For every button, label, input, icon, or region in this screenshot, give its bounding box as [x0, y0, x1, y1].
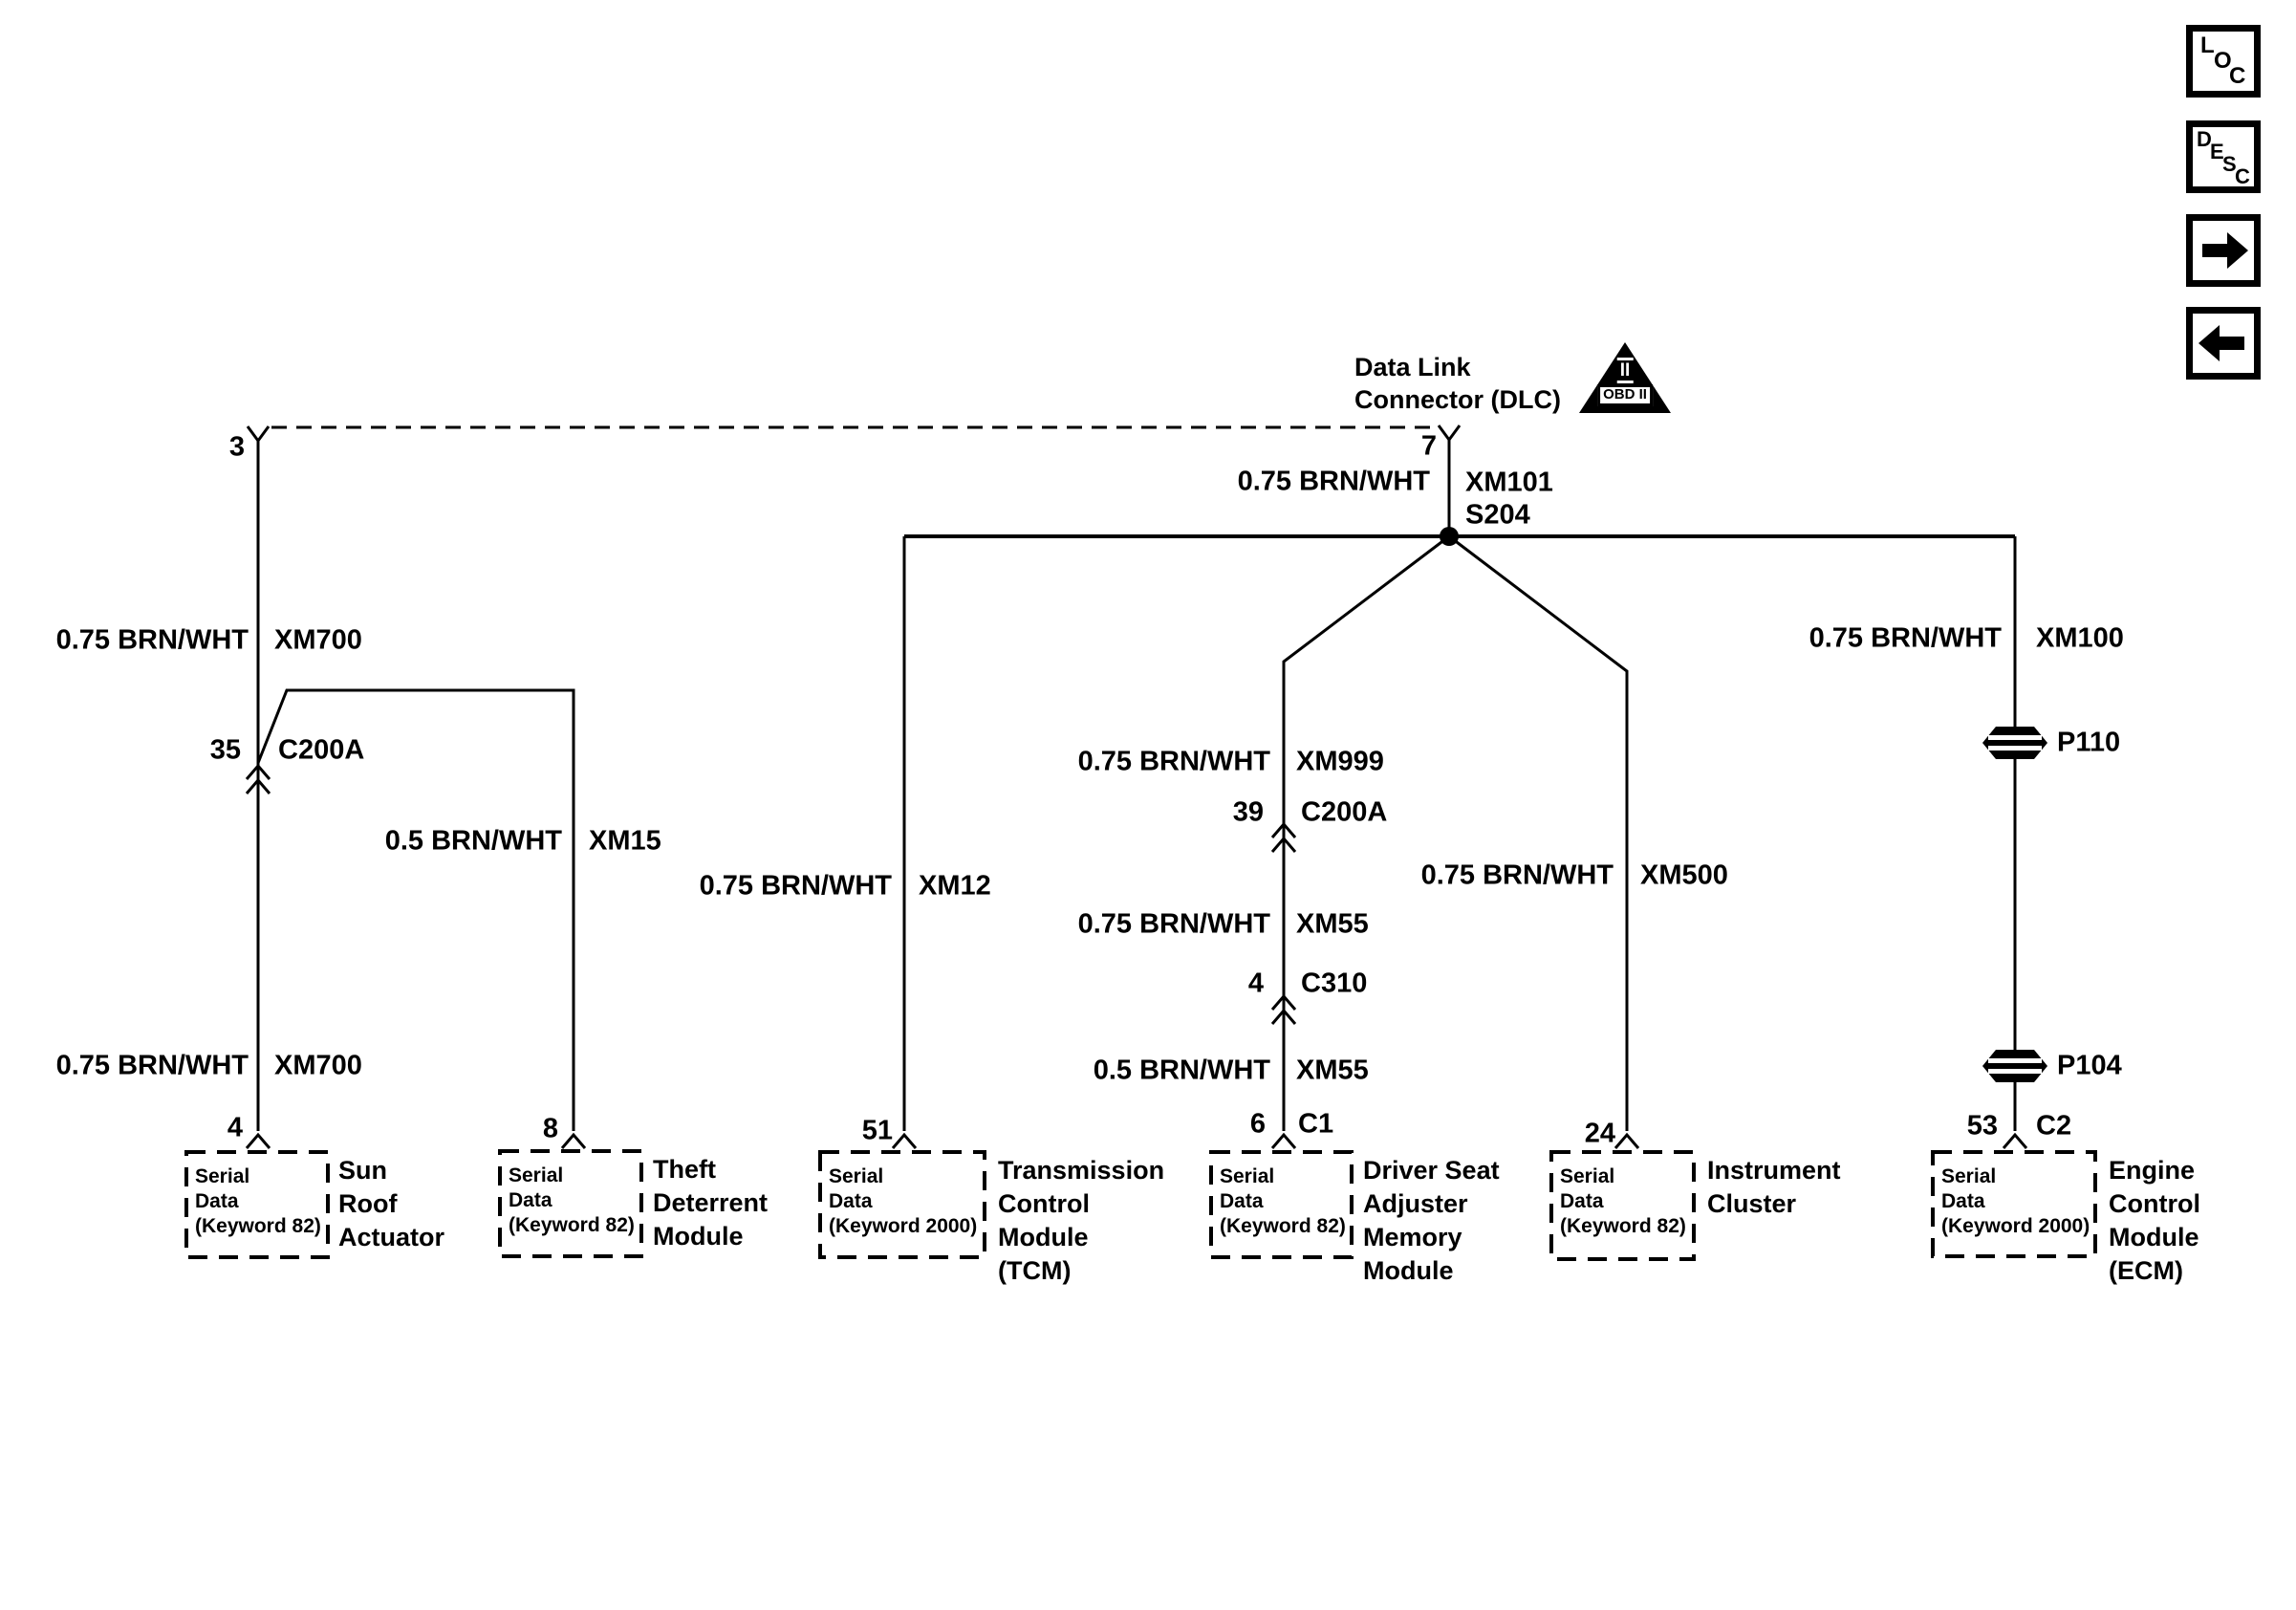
seat-vertical-wire [1284, 536, 1449, 1131]
grommet-p110-label-label: P110 [2057, 727, 2121, 758]
sunroof-pin-label: 4 [227, 1112, 243, 1143]
cluster-pin-label: 24 [1584, 1118, 1615, 1149]
seat-wire-upper-circuit-label: XM999 [1296, 746, 1384, 777]
sunroof-wire-lower-gauge-label: 0.75 BRN/WHT [55, 1050, 249, 1081]
tcm-wire-circuit-label: XM12 [919, 870, 991, 902]
dlc-splice-label: S204 [1465, 499, 1530, 531]
obdii-badge-label: OBD II [1597, 384, 1653, 406]
desc-letter-c: C [2235, 164, 2250, 188]
ecm-pin-label: 53 [1966, 1110, 1998, 1142]
c200a-39-name-label: C200A [1301, 796, 1388, 828]
sunroof-wire-lower-circuit-label: XM700 [274, 1050, 362, 1081]
desc-letter-e: E [2210, 140, 2224, 163]
dlc-wire-gauge-label: 0.75 BRN/WHT [1237, 466, 1430, 497]
dlc-label-line1: Data Link [1354, 353, 1471, 381]
back-button[interactable] [2186, 307, 2261, 380]
sun-roof-serial-data-text: Serial Data (Keyword 82) [195, 1165, 321, 1237]
pin-3-fork-symbol [248, 426, 269, 441]
pin-7-fork-symbol [1439, 425, 1460, 440]
left-arrow-icon [2193, 314, 2254, 373]
ecm-pin-symbol [2004, 1135, 2026, 1148]
grommet-p104-icon [1982, 1050, 2047, 1082]
dlc-wire-circuit-label: XM101 [1465, 467, 1553, 498]
sunroof-pin-symbol [247, 1135, 270, 1148]
theft-wire-circuit-label: XM15 [589, 825, 661, 857]
seat-wire-upper-gauge-label: 0.75 BRN/WHT [1077, 746, 1270, 777]
tcm-module-name: Transmission Control Module (TCM) [998, 1156, 1165, 1285]
loc-letter-l: L [2200, 33, 2215, 58]
cluster-module-name: Instrument Cluster [1707, 1156, 1841, 1218]
cluster-pin-symbol [1615, 1135, 1638, 1148]
splice-s204-dot [1440, 527, 1459, 546]
theft-pin-label: 8 [542, 1113, 558, 1144]
obdii-icon [1579, 342, 1671, 413]
cluster-wire-gauge-label: 0.75 BRN/WHT [1420, 859, 1614, 891]
c200a-35-pin-label: 35 [209, 734, 241, 766]
grommet-p104-label-label: P104 [2057, 1050, 2122, 1081]
desc-letter-d: D [2197, 127, 2212, 151]
c200a-35-name-label: C200A [278, 734, 365, 766]
tcm-pin-label: 51 [861, 1115, 893, 1146]
dlc-connector-label [1354, 351, 1561, 416]
obdii-numeral: II [1617, 358, 1634, 383]
sun-roof-module-name: Sun Roof Actuator [338, 1156, 445, 1251]
cluster-serial-data-text: Serial Data (Keyword 82) [1560, 1165, 1686, 1237]
tcm-serial-data-text: Serial Data (Keyword 2000) [829, 1165, 978, 1237]
pin-7-label: 7 [1420, 430, 1437, 462]
ecm-pin-connector-label: C2 [2036, 1110, 2072, 1142]
pin-3-label: 3 [228, 431, 245, 463]
dlc-label-line2: Connector (DLC) [1354, 385, 1561, 414]
loc-letter-o: O [2214, 48, 2232, 74]
seat-module-name: Driver Seat Adjuster Memory Module [1363, 1156, 1500, 1285]
seat-wire-lower-circuit-label: XM55 [1296, 1055, 1369, 1086]
ecm-wire-gauge-label: 0.75 BRN/WHT [1809, 622, 2002, 654]
grommet-p110-icon [1982, 727, 2047, 759]
theft-module-name: Theft Deterrent Module [653, 1155, 769, 1251]
desc-letter-s: S [2222, 152, 2237, 176]
ecm-serial-data-text: Serial Data (Keyword 2000) [1941, 1165, 2090, 1237]
forward-button[interactable] [2186, 214, 2261, 287]
loc-letter-c: C [2229, 63, 2246, 89]
sunroof-wire-upper-gauge-label: 0.75 BRN/WHT [55, 624, 249, 656]
loc-button[interactable] [2186, 25, 2261, 98]
c200a-39-pin-label: 39 [1232, 796, 1264, 828]
seat-pin-label: 6 [1249, 1108, 1266, 1140]
tcm-pin-symbol [893, 1135, 916, 1148]
seat-wire-mid-gauge-label: 0.75 BRN/WHT [1077, 908, 1270, 940]
theft-wire-gauge-label: 0.5 BRN/WHT [384, 825, 562, 857]
theft-pin-symbol [562, 1135, 585, 1148]
right-arrow-icon [2193, 221, 2254, 280]
cluster-wire-circuit-label: XM500 [1640, 859, 1728, 891]
seat-wire-mid-circuit-label: XM55 [1296, 908, 1369, 940]
desc-button[interactable] [2186, 120, 2261, 193]
seat-pin-symbol [1272, 1135, 1295, 1148]
tcm-wire-gauge-label: 0.75 BRN/WHT [699, 870, 892, 902]
ecm-wire-circuit-label: XM100 [2036, 622, 2124, 654]
c310-4-name-label: C310 [1301, 968, 1368, 999]
cluster-vertical-wire [1449, 536, 1627, 1131]
seat-pin-connector-label: C1 [1298, 1108, 1334, 1140]
ecm-module-name: Engine Control Module (ECM) [2109, 1156, 2200, 1285]
seat-wire-lower-gauge-label: 0.5 BRN/WHT [1093, 1055, 1270, 1086]
sunroof-wire-upper-circuit-label: XM700 [274, 624, 362, 656]
theft-serial-data-text: Serial Data (Keyword 82) [509, 1164, 635, 1236]
seat-serial-data-text: Serial Data (Keyword 82) [1220, 1165, 1346, 1237]
c310-4-pin-label: 4 [1247, 968, 1264, 999]
